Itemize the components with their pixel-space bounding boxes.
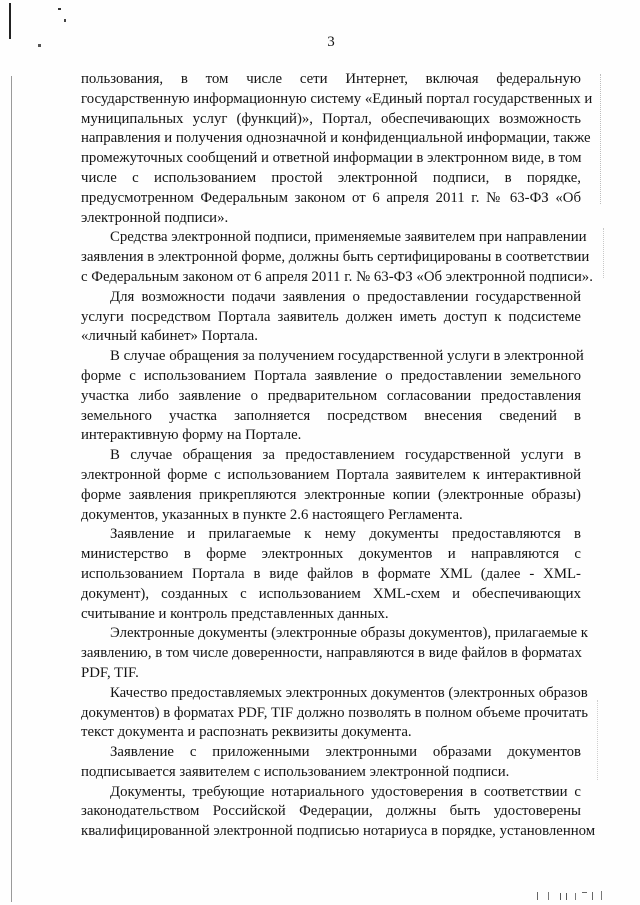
text-line: Средства электронной подписи, применяемые заявителем при направлении [110,229,587,246]
scan-mark [9,3,11,39]
text-line: использованием Портала в виде файлов в формате XML (далее - XML- [81,565,581,582]
text-line: «личный кабинет» Портала. [81,328,258,345]
paragraph [81,783,596,842]
text-line: текст документа и распознать реквизиты документа. [81,724,412,741]
paragraph [81,70,593,228]
scan-edge-line [11,76,12,902]
scan-tick [592,892,593,900]
scan-tick [575,893,576,900]
text-line: PDF, TIF. [81,664,139,681]
text-line: земельного участка заполняется посредством внесения сведений в [81,407,581,424]
text-line: Заявление с приложенными электронными образами документов [110,744,581,761]
text-line: Заявление и прилагаемые к нему документы предоставляются в [110,526,581,543]
paragraph [81,228,593,287]
text-line: документов) в форматах PDF, TIF должно позволять в полном объеме прочитать [81,704,588,721]
text-line: документ), созданных с использованием XML-схем и обеспечивающих [81,585,581,602]
text-line: числе с использованием простой электронной подписи, в порядке, [81,169,581,186]
text-line: услуги посредством Портала заявитель должен иметь доступ к подсистеме [81,308,581,325]
scan-speck-column [603,228,604,278]
text-line: участка либо заявление о предварительном согласовании предоставления [81,387,581,404]
text-line: электронной подписи». [81,209,229,226]
text-line: электронной форме с использованием Портала заявителем к интерактивной [81,466,581,483]
scan-speck-column [600,74,601,204]
text-line: подписывается заявителем с использованием электронной подписи. [81,763,510,780]
text-line: Для возможности подачи заявления о предоставлении государственной [110,288,581,305]
paragraph [81,743,581,783]
text-line: направления и получения однозначной и конфиденциальной информации, также [81,130,591,147]
scan-tick [560,893,561,900]
text-line: заявлению, в том числе доверенности, направляются в виде файлов в форматах [81,645,582,662]
text-line: государственную информационную систему «Единый портал государственных и [81,90,593,107]
scan-tick [566,893,567,900]
scan-tick [582,892,587,893]
scan-speck [64,19,66,22]
text-line: Документы, требующие нотариального удостоверения в соответствии с [110,783,581,800]
scan-speck [38,44,41,47]
document-body [81,70,596,842]
text-line: предусмотренном Федеральным законом от 6 апреля 2011 г. № 63-ФЗ «Об [81,189,581,206]
text-line: Электронные документы (электронные образы документов), прилагаемые к [110,625,588,642]
text-line: считывание и контроль представленных данных. [81,605,389,622]
text-line: Качество предоставляемых электронных документов (электронных образов [110,684,588,701]
text-line: министерство в форме электронных документов и направляются с [81,546,581,563]
page-number: 3 [327,34,335,50]
paragraph [81,624,588,683]
text-line: квалифицированной электронной подписью нотариуса в порядке, установленном [81,823,596,840]
text-line: муниципальных услуг (функций)», Портал, обеспечивающих возможность [81,110,581,127]
text-line: В случае обращения за предоставлением государственной услуги в [110,447,581,464]
paragraph [81,288,581,347]
paragraph [81,446,581,525]
text-line: форме заявления прикрепляются электронные копии (электронные образы) [81,486,581,503]
scan-speck-column [597,700,598,780]
paragraph [81,684,588,743]
paragraph [81,347,584,446]
text-line: промежуточных сообщений и ответной информации в электронном виде, в том [81,150,582,167]
text-line: заявления в электронной форме, должны быть сертифицированы в соответствии [81,249,590,266]
text-line: с Федеральным законом от 6 апреля 2011 г. № 63-ФЗ «Об электронной подписи». [81,268,593,285]
text-line: В случае обращения за получением государственной услуги в электронной [110,348,584,365]
text-line: документов, указанных в пункте 2.6 настоящего Регламента. [81,506,463,523]
text-line: форме с использованием Портала заявление о предоставлении земельного [81,367,581,384]
text-line: пользования, в том числе сети Интернет, включая федеральную [81,71,581,87]
scan-speck [58,8,61,10]
text-line: законодательством Российской Федерации, должны быть удостоверены [81,803,581,820]
paragraph [81,525,581,624]
scan-tick [548,892,549,900]
text-line: интерактивную форму на Портале. [81,427,302,444]
scan-tick [537,892,538,900]
scan-tick [601,891,602,900]
